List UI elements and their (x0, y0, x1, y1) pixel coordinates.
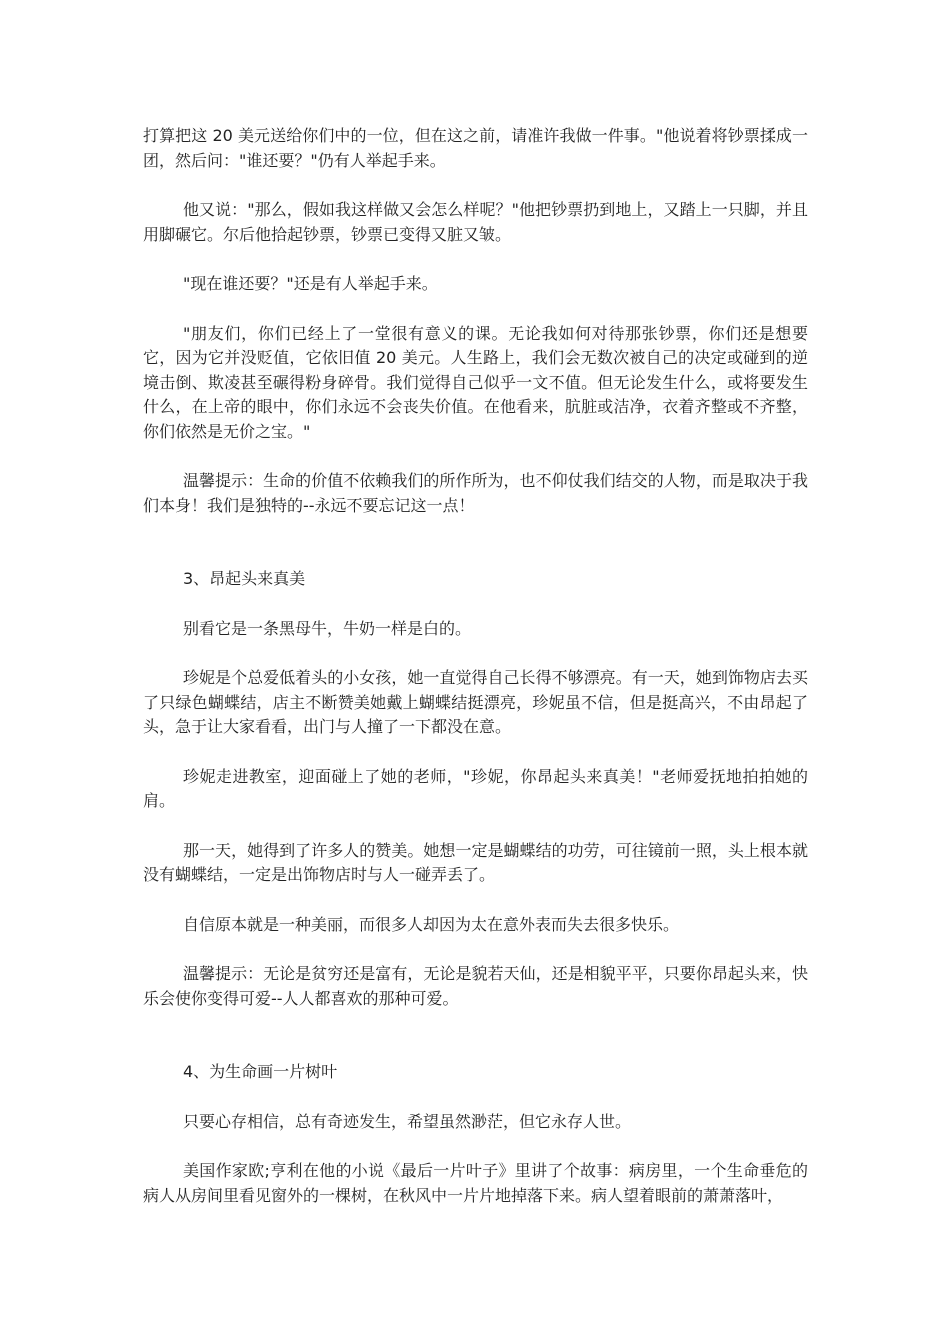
paragraph: 温馨提示：生命的价值不依赖我们的所作所为，也不仰仗我们结交的人物，而是取决于我们本身！我们是独特的--永远不要忘记这一点！ (143, 471, 808, 515)
paragraph: "现在谁还要？"还是有人举起手来。 (183, 274, 438, 293)
paragraph: 别看它是一条黑母牛，牛奶一样是白的。 (183, 618, 472, 638)
paragraph: 温馨提示：无论是贫穷还是富有，无论是貌若天仙，还是相貌平平，只要你昂起头来，快乐会使你变得可爱--人人都喜欢的那种可爱。 (143, 964, 808, 1008)
section-4-heading: 4、为生命画一片树叶 (183, 1062, 338, 1081)
section-gap (143, 543, 808, 567)
paragraph: 他又说："那么，假如我这样做又会怎么样呢？"他把钞票扔到地上，又踏上一只脚，并且用脚碾它。尔后他拾起钞票，钞票已变得又脏又皱。 (143, 200, 808, 244)
paragraph: 美国作家欧;亨利在他的小说《最后一片叶子》里讲了个故事：病房里，一个生命垂危的病人从房间里看见窗外的一棵树，在秋风中一片片地掉落下来。病人望着眼前的萧萧落叶， (143, 1161, 808, 1205)
paragraph: "朋友们，你们已经上了一堂很有意义的课。无论我如何对待那张钞票，你们还是想要它，因为它并没贬值，它依旧值 20 美元。人生路上，我们会无数次被自己的决定或碰到的逆境击倒、欺凌甚至碾得粉身碎骨。我们觉得自己似乎一文不值。但无论发生什么，或将要发生什么，在上帝的眼中，你们永远不会丧失价值。在他看来，肮脏或洁净，衣着齐整或不齐整，你们依然是无价之宝。" (143, 323, 808, 441)
section-3-heading: 3、昂起头来真美 (183, 569, 306, 588)
paragraph: 只要心存相信，总有奇迹发生，希望虽然渺茫，但它永存人世。 (183, 1111, 632, 1131)
document-page (143, 124, 808, 1233)
section-gap (143, 1036, 808, 1060)
paragraph: 珍妮走进教室，迎面碰上了她的老师，"珍妮，你昂起头来真美！"老师爱抚地拍拍她的肩。 (143, 766, 808, 810)
paragraph: 自信原本就是一种美丽，而很多人却因为太在意外表而失去很多快乐。 (183, 914, 680, 934)
paragraph: 打算把这 20 美元送给你们中的一位，但在这之前，请准许我做一件事。"他说着将钞票揉成一团，然后问："谁还要？"仍有人举起手来。 (143, 126, 808, 170)
paragraph: 那一天，她得到了许多人的赞美。她想一定是蝴蝶结的功劳，可往镜前一照，头上根本就没有蝴蝶结，一定是出饰物店时与人一碰弄丢了。 (143, 840, 808, 884)
paragraph: 珍妮是个总爱低着头的小女孩，她一直觉得自己长得不够漂亮。有一天，她到饰物店去买了只绿色蝴蝶结，店主不断赞美她戴上蝴蝶结挺漂亮，珍妮虽不信，但是挺高兴，不由昂起了头，急于让大家看看，出门与人撞了一下都没在意。 (143, 668, 808, 736)
